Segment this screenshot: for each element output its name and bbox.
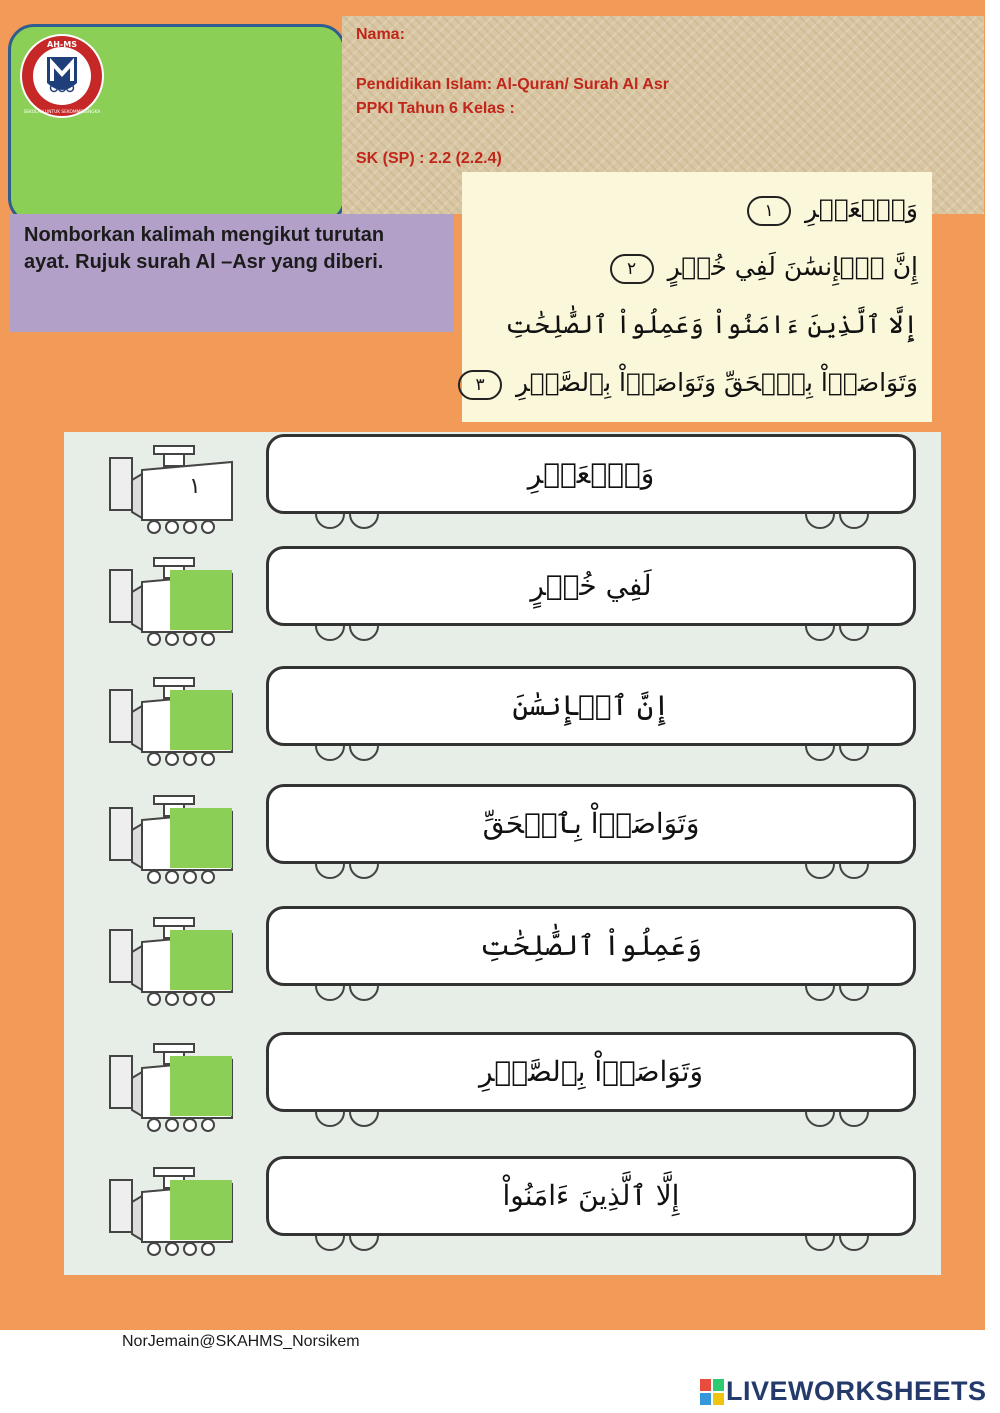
ayah-number: ٣ <box>458 370 502 400</box>
row-number: ١ <box>189 474 201 499</box>
logo-top-text: AH-MS <box>47 40 77 49</box>
wagon-wheels <box>266 512 916 534</box>
answer-input[interactable] <box>170 1180 232 1240</box>
wagon-card <box>266 546 916 626</box>
train-row <box>64 434 941 544</box>
ayah-text: وَتَوَاصَوۡاْ بِٱلۡحَقِّ وَتَوَاصَوۡاْ بِٱلصَّبۡرِ <box>516 368 918 397</box>
answer-input[interactable] <box>170 690 232 750</box>
ayah-number: ٢ <box>610 254 654 284</box>
brand-text: LIVEWORKSHEETS <box>726 1376 987 1406</box>
brand-logo[interactable] <box>700 1376 987 1407</box>
train-engine-icon <box>102 440 252 536</box>
ayah-line <box>476 296 918 354</box>
wagon-wheels <box>266 1234 916 1256</box>
answer-input[interactable] <box>170 570 232 630</box>
wagon-wheels <box>266 624 916 646</box>
ayah-line <box>476 180 918 238</box>
train-row <box>64 666 941 776</box>
wagon-text: وَتَوَاصَوۡاْ بِٱلصَّبۡرِ <box>478 1055 704 1088</box>
wagon-card <box>266 1032 916 1112</box>
ayah-text: إِنَّ ٱلۡإِنسَٰنَ لَفِي خُسۡرٍ <box>667 252 918 281</box>
wagon-text: إِنَّ ٱلۡإِنسَٰنَ <box>512 689 670 722</box>
ayah-number: ١ <box>747 196 791 226</box>
surah-reference <box>462 172 932 422</box>
wagon-wheels <box>266 984 916 1006</box>
wagon-text: إِلَّا ٱلَّذِينَ ءَامَنُواْ <box>502 1179 680 1212</box>
train-row <box>64 546 941 656</box>
wagon-wheels <box>266 862 916 884</box>
train-row <box>64 784 941 894</box>
worksheet-area <box>64 432 941 1275</box>
instruction-box <box>10 214 454 332</box>
subject-line: Pendidikan Islam: Al-Quran/ Surah Al Asr <box>356 76 669 93</box>
wagon-card <box>266 906 916 986</box>
class-line: PPKI Tahun 6 Kelas : <box>356 100 515 117</box>
answer-input[interactable] <box>170 930 232 990</box>
wagon-card <box>266 666 916 746</box>
wagon-text: وَتَوَاصَوۡاْ بِٱلۡحَقِّ <box>482 807 700 840</box>
answer-input[interactable] <box>170 1056 232 1116</box>
ayah-line <box>476 238 918 296</box>
train-row <box>64 1156 941 1266</box>
wagon-text: وَٱلۡعَصۡرِ <box>527 457 655 490</box>
ayah-line <box>476 354 918 412</box>
credit-text: NorJemain@SKAHMS_Norsikem <box>122 1333 360 1350</box>
wagon-card <box>266 1156 916 1236</box>
wagon-wheels <box>266 1110 916 1132</box>
answer-input[interactable] <box>170 808 232 868</box>
logo-card <box>8 24 346 224</box>
liveworksheets-icon <box>700 1379 724 1405</box>
wagon-text: وَعَمِلُواْ ٱلصَّٰلِحَٰتِ <box>479 929 703 962</box>
school-logo <box>19 33 105 119</box>
ayah-text: وَٱلۡعَصۡرِ <box>805 194 918 223</box>
instruction-text: Nomborkan kalimah mengikut turutan ayat. Rujuk surah Al –Asr yang diberi. <box>24 224 385 273</box>
train-row <box>64 906 941 1016</box>
train-row <box>64 1032 941 1142</box>
wagon-wheels <box>266 744 916 766</box>
wagon-card <box>266 434 916 514</box>
ayah-text: إِلَّا ٱلَّذِينَ ءَامَنُواْ وَعَمِلُواْ ٱلصَّٰلِحَٰتِ <box>505 310 918 339</box>
logo-ring-text: SEKOLAH UNTUK SEKOMMELENGKA <box>23 110 101 115</box>
name-label: Nama: <box>356 26 405 43</box>
wagon-text: لَفِي خُسۡرٍ <box>530 569 652 602</box>
standard-line: SK (SP) : 2.2 (2.2.4) <box>356 150 502 167</box>
wagon-card <box>266 784 916 864</box>
